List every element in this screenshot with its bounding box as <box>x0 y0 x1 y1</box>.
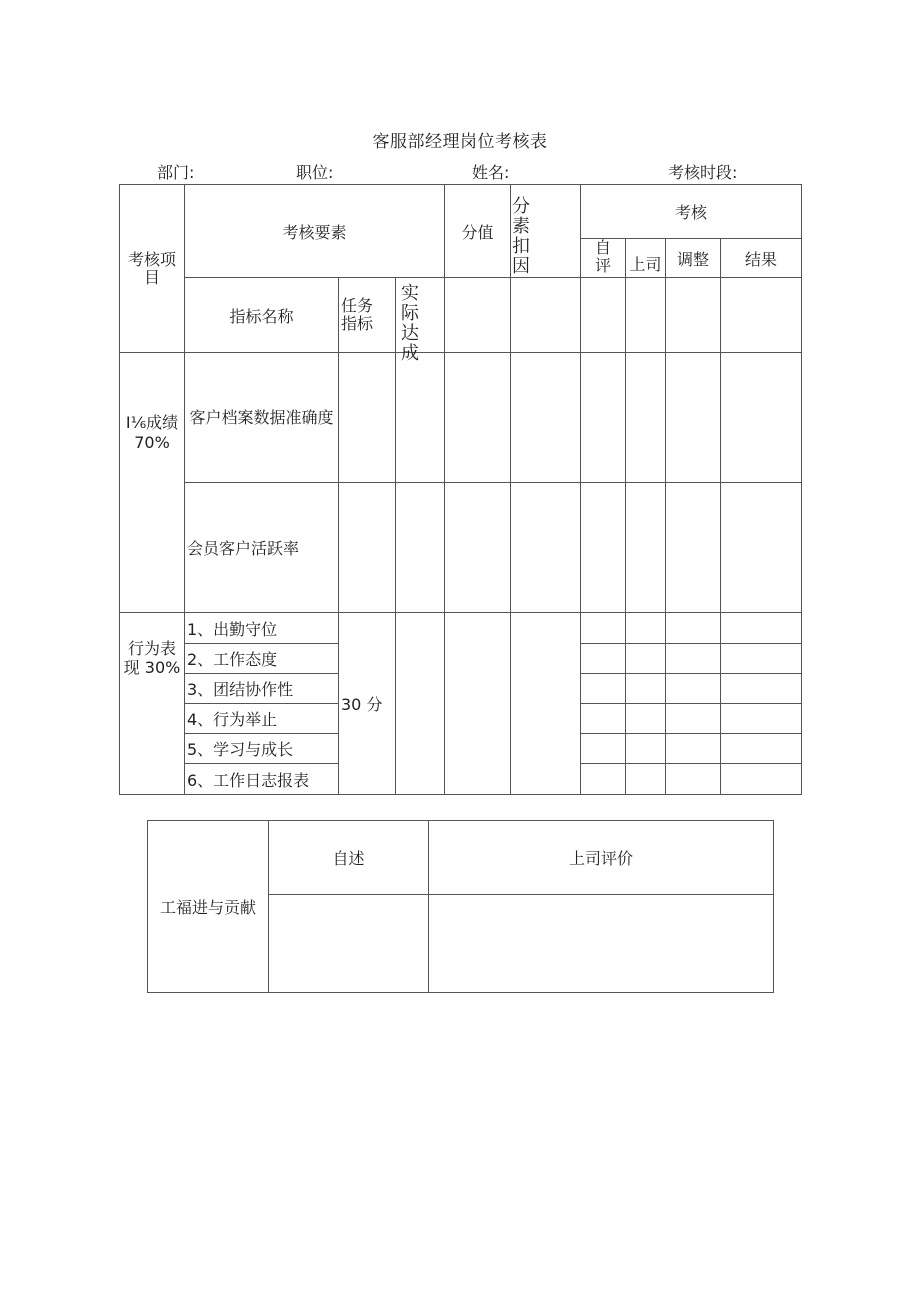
cell <box>626 674 666 704</box>
actual-header: 实际达成 <box>396 278 445 353</box>
cell <box>626 644 666 674</box>
cell <box>666 704 721 734</box>
cell <box>396 613 445 795</box>
cell <box>666 278 721 353</box>
project-header: 考核项目 <box>120 185 185 353</box>
cell <box>396 353 445 483</box>
self-statement-cell <box>269 895 429 993</box>
cell <box>626 613 666 644</box>
department-label: 部门: <box>157 163 195 182</box>
review-header: 考核 <box>581 185 802 239</box>
cell <box>721 483 802 613</box>
cell <box>626 353 666 483</box>
cell <box>511 613 581 795</box>
cell <box>721 704 802 734</box>
cell <box>626 764 666 795</box>
cell <box>721 644 802 674</box>
cell <box>666 353 721 483</box>
period-label: 考核时段: <box>668 163 738 182</box>
assessment-table <box>119 184 802 795</box>
deduct-header: 分素扣因 <box>511 185 581 278</box>
summary-table <box>147 820 774 993</box>
target-header: 任务指标 <box>339 278 396 353</box>
cell <box>666 613 721 644</box>
cell <box>666 644 721 674</box>
result-header: 结果 <box>721 239 802 278</box>
cell <box>445 353 511 483</box>
behavior-score: 30 分 <box>339 613 396 795</box>
performance-section-label: I⅙成绩70% <box>120 353 185 613</box>
cell <box>721 353 802 483</box>
cell <box>581 764 626 795</box>
cell <box>626 483 666 613</box>
behavior-item: 1、出勤守位 <box>185 613 339 644</box>
cell <box>511 483 581 613</box>
behavior-section-label: 行为表现 30% <box>120 613 185 795</box>
indicator-row: 客户档案数据准确度 <box>185 353 339 483</box>
cell <box>626 734 666 764</box>
cell <box>581 278 626 353</box>
indicator-row: 会员客户活跃率 <box>185 483 339 613</box>
cell <box>581 483 626 613</box>
cell <box>445 278 511 353</box>
cell <box>721 278 802 353</box>
cell <box>339 483 396 613</box>
cell <box>511 278 581 353</box>
behavior-item: 4、行为举止 <box>185 704 339 734</box>
cell <box>721 734 802 764</box>
cell <box>445 613 511 795</box>
adjust-header: 调整 <box>666 239 721 278</box>
behavior-item: 2、工作态度 <box>185 644 339 674</box>
cell <box>666 734 721 764</box>
name-label: 姓名: <box>472 163 510 182</box>
self-statement-header: 自述 <box>269 821 429 895</box>
boss-evaluation-header: 上司评价 <box>429 821 774 895</box>
cell <box>445 483 511 613</box>
cell <box>339 353 396 483</box>
cell <box>721 764 802 795</box>
cell <box>581 613 626 644</box>
cell <box>626 704 666 734</box>
boss-evaluation-cell <box>429 895 774 993</box>
behavior-item: 3、团结协作性 <box>185 674 339 704</box>
elements-header: 考核要素 <box>185 185 445 278</box>
cell <box>721 613 802 644</box>
behavior-item: 5、学习与成长 <box>185 734 339 764</box>
position-label: 职位: <box>296 163 334 182</box>
cell <box>581 353 626 483</box>
score-header: 分值 <box>445 185 511 278</box>
indicator-name-header: 指标名称 <box>185 278 339 353</box>
cell <box>511 353 581 483</box>
summary-row-label: 工福进与贡献 <box>148 821 269 993</box>
page-title: 客服部经理岗位考核表 <box>372 132 548 152</box>
cell <box>581 674 626 704</box>
cell <box>396 483 445 613</box>
cell <box>666 674 721 704</box>
cell <box>626 278 666 353</box>
boss-eval-header: 上司 <box>626 239 666 278</box>
cell <box>666 483 721 613</box>
self-eval-header: 自评 <box>581 239 626 278</box>
cell <box>581 644 626 674</box>
cell <box>581 704 626 734</box>
behavior-item: 6、工作日志报表 <box>185 764 339 795</box>
cell <box>721 674 802 704</box>
cell <box>581 734 626 764</box>
cell <box>666 764 721 795</box>
